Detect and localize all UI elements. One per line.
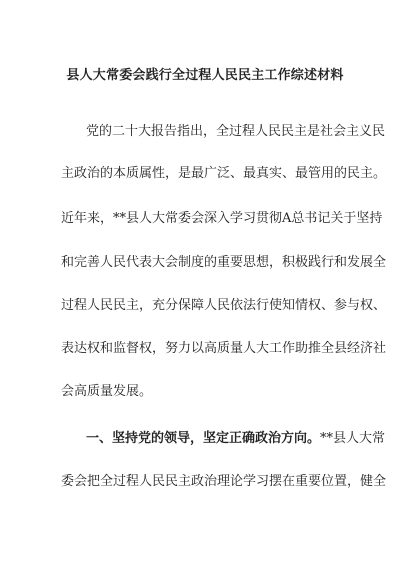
paragraph-line: 委会把全过程人民民主政治理论学习摆在重要位置，健全 xyxy=(61,474,387,489)
document-title: 县人大常委会践行全过程人民民主工作综述材料 xyxy=(66,68,344,83)
paragraph-line: 主政治的本质属性，是最广泛、最真实、最管用的民主。 xyxy=(61,166,387,181)
section-heading-line xyxy=(86,431,385,447)
section-heading: 一、坚持党的领导，坚定正确政治方向。 xyxy=(86,431,321,446)
paragraph-line: 表达权和监督权，努力以高质量人大工作助推全县经济社 xyxy=(61,341,387,356)
paragraph-line: 会高质量发展。 xyxy=(61,384,153,399)
paragraph-line: 近年来，**县人大常委会深入学习贯彻A总书记关于坚持 xyxy=(61,211,383,226)
paragraph-line: 过程人民民主，充分保障人民依法行使知情权、参与权、 xyxy=(61,298,387,313)
paragraph-line: 党的二十大报告指出，全过程人民民主是社会主义民 xyxy=(86,124,386,139)
section-text-start: **县人大常 xyxy=(320,431,386,446)
paragraph-line: 和完善人民代表大会制度的重要思想，积极践行和发展全 xyxy=(61,255,387,270)
